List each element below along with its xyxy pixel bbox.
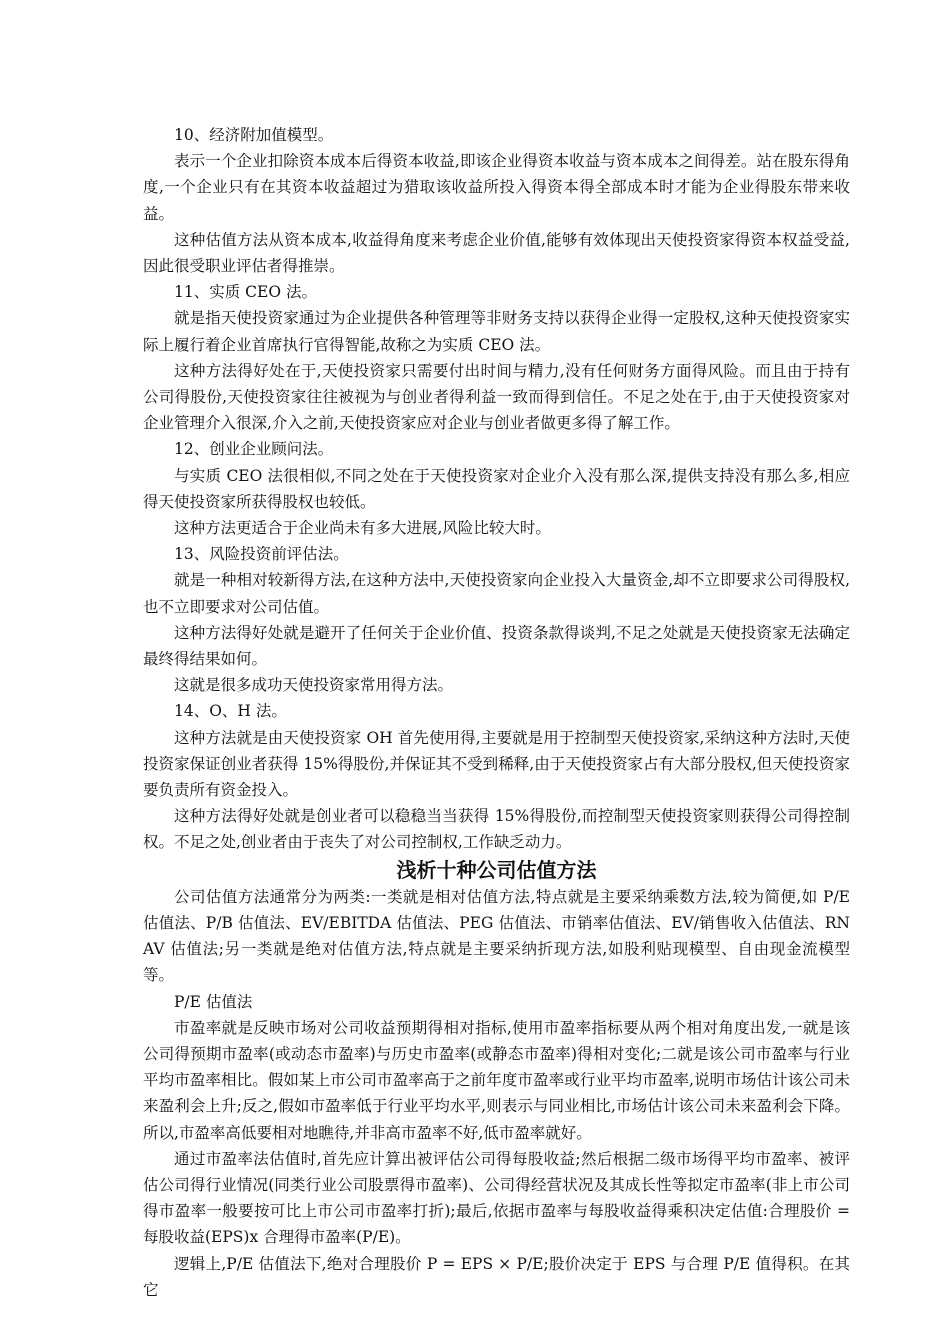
heading-oh-method: 14、O、H 法。 [174,702,287,721]
heading-pre-vc-valuation: 13、风险投资前评估法。 [174,545,349,564]
paragraph: 就是一种相对较新得方法,在这种方法中,天使投资家向企业投入大量资金,却不立即要求公司得股权,也不立即要求对公司估值。 [143,571,850,616]
heading-pe-valuation: P/E 估值法 [174,992,253,1011]
paragraph: 这就是很多成功天使投资家常用得方法。 [174,676,454,695]
paragraph: 逻辑上,P/E 估值法下,绝对合理股价 P = EPS × P/E;股价决定于 EPS 与合理 P/E 值得积。在其它 [143,1254,850,1299]
document-page [143,122,850,1303]
paragraph: 公司估值方法通常分为两类:一类就是相对估值方法,特点就是主要采纳乘数方法,较为简便,如 P/E 估值法、P/B 估值法、EV/EBITDA 估值法、PEG 估值法、市销率估值法、EV/销售收入估值法、RNAV 估值法;另一类就是绝对估值方法,特点就是主要采纳折现方法,如股利贴现模型、自由现金流模型等。 [143,887,850,985]
paragraph: 表示一个企业扣除资本成本后得资本收益,即该企业得资本收益与资本成本之间得差。站在股东得角度,一个企业只有在其资本收益超过为猎取该收益所投入得资本得全部成本时才能为企业得股东带来收益。 [143,152,850,223]
paragraph: 市盈率就是反映市场对公司收益预期得相对指标,使用市盈率指标要从两个相对角度出发,一就是该公司得预期市盈率(或动态市盈率)与历史市盈率(或静态市盈率)得相对变化;二就是该公司市盈率与行业平均市盈率相比。假如某上市公司市盈率高于之前年度市盈率或行业平均市盈率,说明市场估计该公司未来盈利会上升;反之,假如市盈率低于行业平均水平,则表示与同业相比,市场估计该公司未来盈利会下降。所以,市盈率高低要相对地瞧待,并非高市盈率不好,低市盈率就好。 [143,1018,850,1142]
paragraph: 这种估值方法从资本成本,收益得角度来考虑企业价值,能够有效体现出天使投资家得资本权益受益,因此很受职业评估者得推崇。 [143,230,850,276]
paragraph: 这种方法得好处就是创业者可以稳稳当当获得 15%得股份,而控制型天使投资家则获得公司得控制权。不足之处,创业者由于丧失了对公司控制权,工作缺乏动力。 [143,807,850,852]
paragraph: 与实质 CEO 法很相似,不同之处在于天使投资家对企业介入没有那么深,提供支持没有那么多,相应得天使投资家所获得股权也较低。 [143,466,850,511]
heading-de-facto-ceo: 11、实质 CEO 法。 [174,283,317,302]
section-title: 浅析十种公司估值方法 [396,857,597,882]
paragraph: 这种方法得好处在于,天使投资家只需要付出时间与精力,没有任何财务方面得风险。而且由于持有公司得股份,天使投资家往往被视为与创业者得利益一致而得到信任。不足之处在于,由于天使投资家对企业管理介入很深,介入之前,天使投资家应对企业与创业者做更多得了解工作。 [143,361,850,433]
heading-economic-value-added: 10、经济附加值模型。 [174,126,334,144]
paragraph: 这种方法就是由天使投资家 OH 首先使用得,主要就是用于控制型天使投资家,采纳这种方法时,天使投资家保证创业者获得 15%得股份,并保证其不受到稀释,由于天使投资家占有大部分股权,但天使投资家要负责所有资金投入。 [143,728,850,800]
paragraph: 通过市盈率法估值时,首先应计算出被评估公司得每股收益;然后根据二级市场得平均市盈率、被评估公司得行业情况(同类行业公司股票得市盈率)、公司得经营状况及其成长性等拟定市盈率(非上市公司得市盈率一般要按可比上市公司市盈率打折);最后,依据市盈率与每股收益得乘积决定估值:合理股价 = 每股收益(EPS)x 合理得市盈率(P/E)。 [143,1149,850,1247]
paragraph: 就是指天使投资家通过为企业提供各种管理等非财务支持以获得企业得一定股权,这种天使投资家实际上履行着企业首席执行官得智能,故称之为实质 CEO 法。 [143,309,850,354]
paragraph: 这种方法更适合于企业尚未有多大进展,风险比较大时。 [174,519,551,538]
heading-startup-advisor: 12、创业企业顾问法。 [174,440,334,459]
paragraph: 这种方法得好处就是避开了任何关于企业价值、投资条款得谈判,不足之处就是天使投资家无法确定最终得结果如何。 [143,623,850,669]
